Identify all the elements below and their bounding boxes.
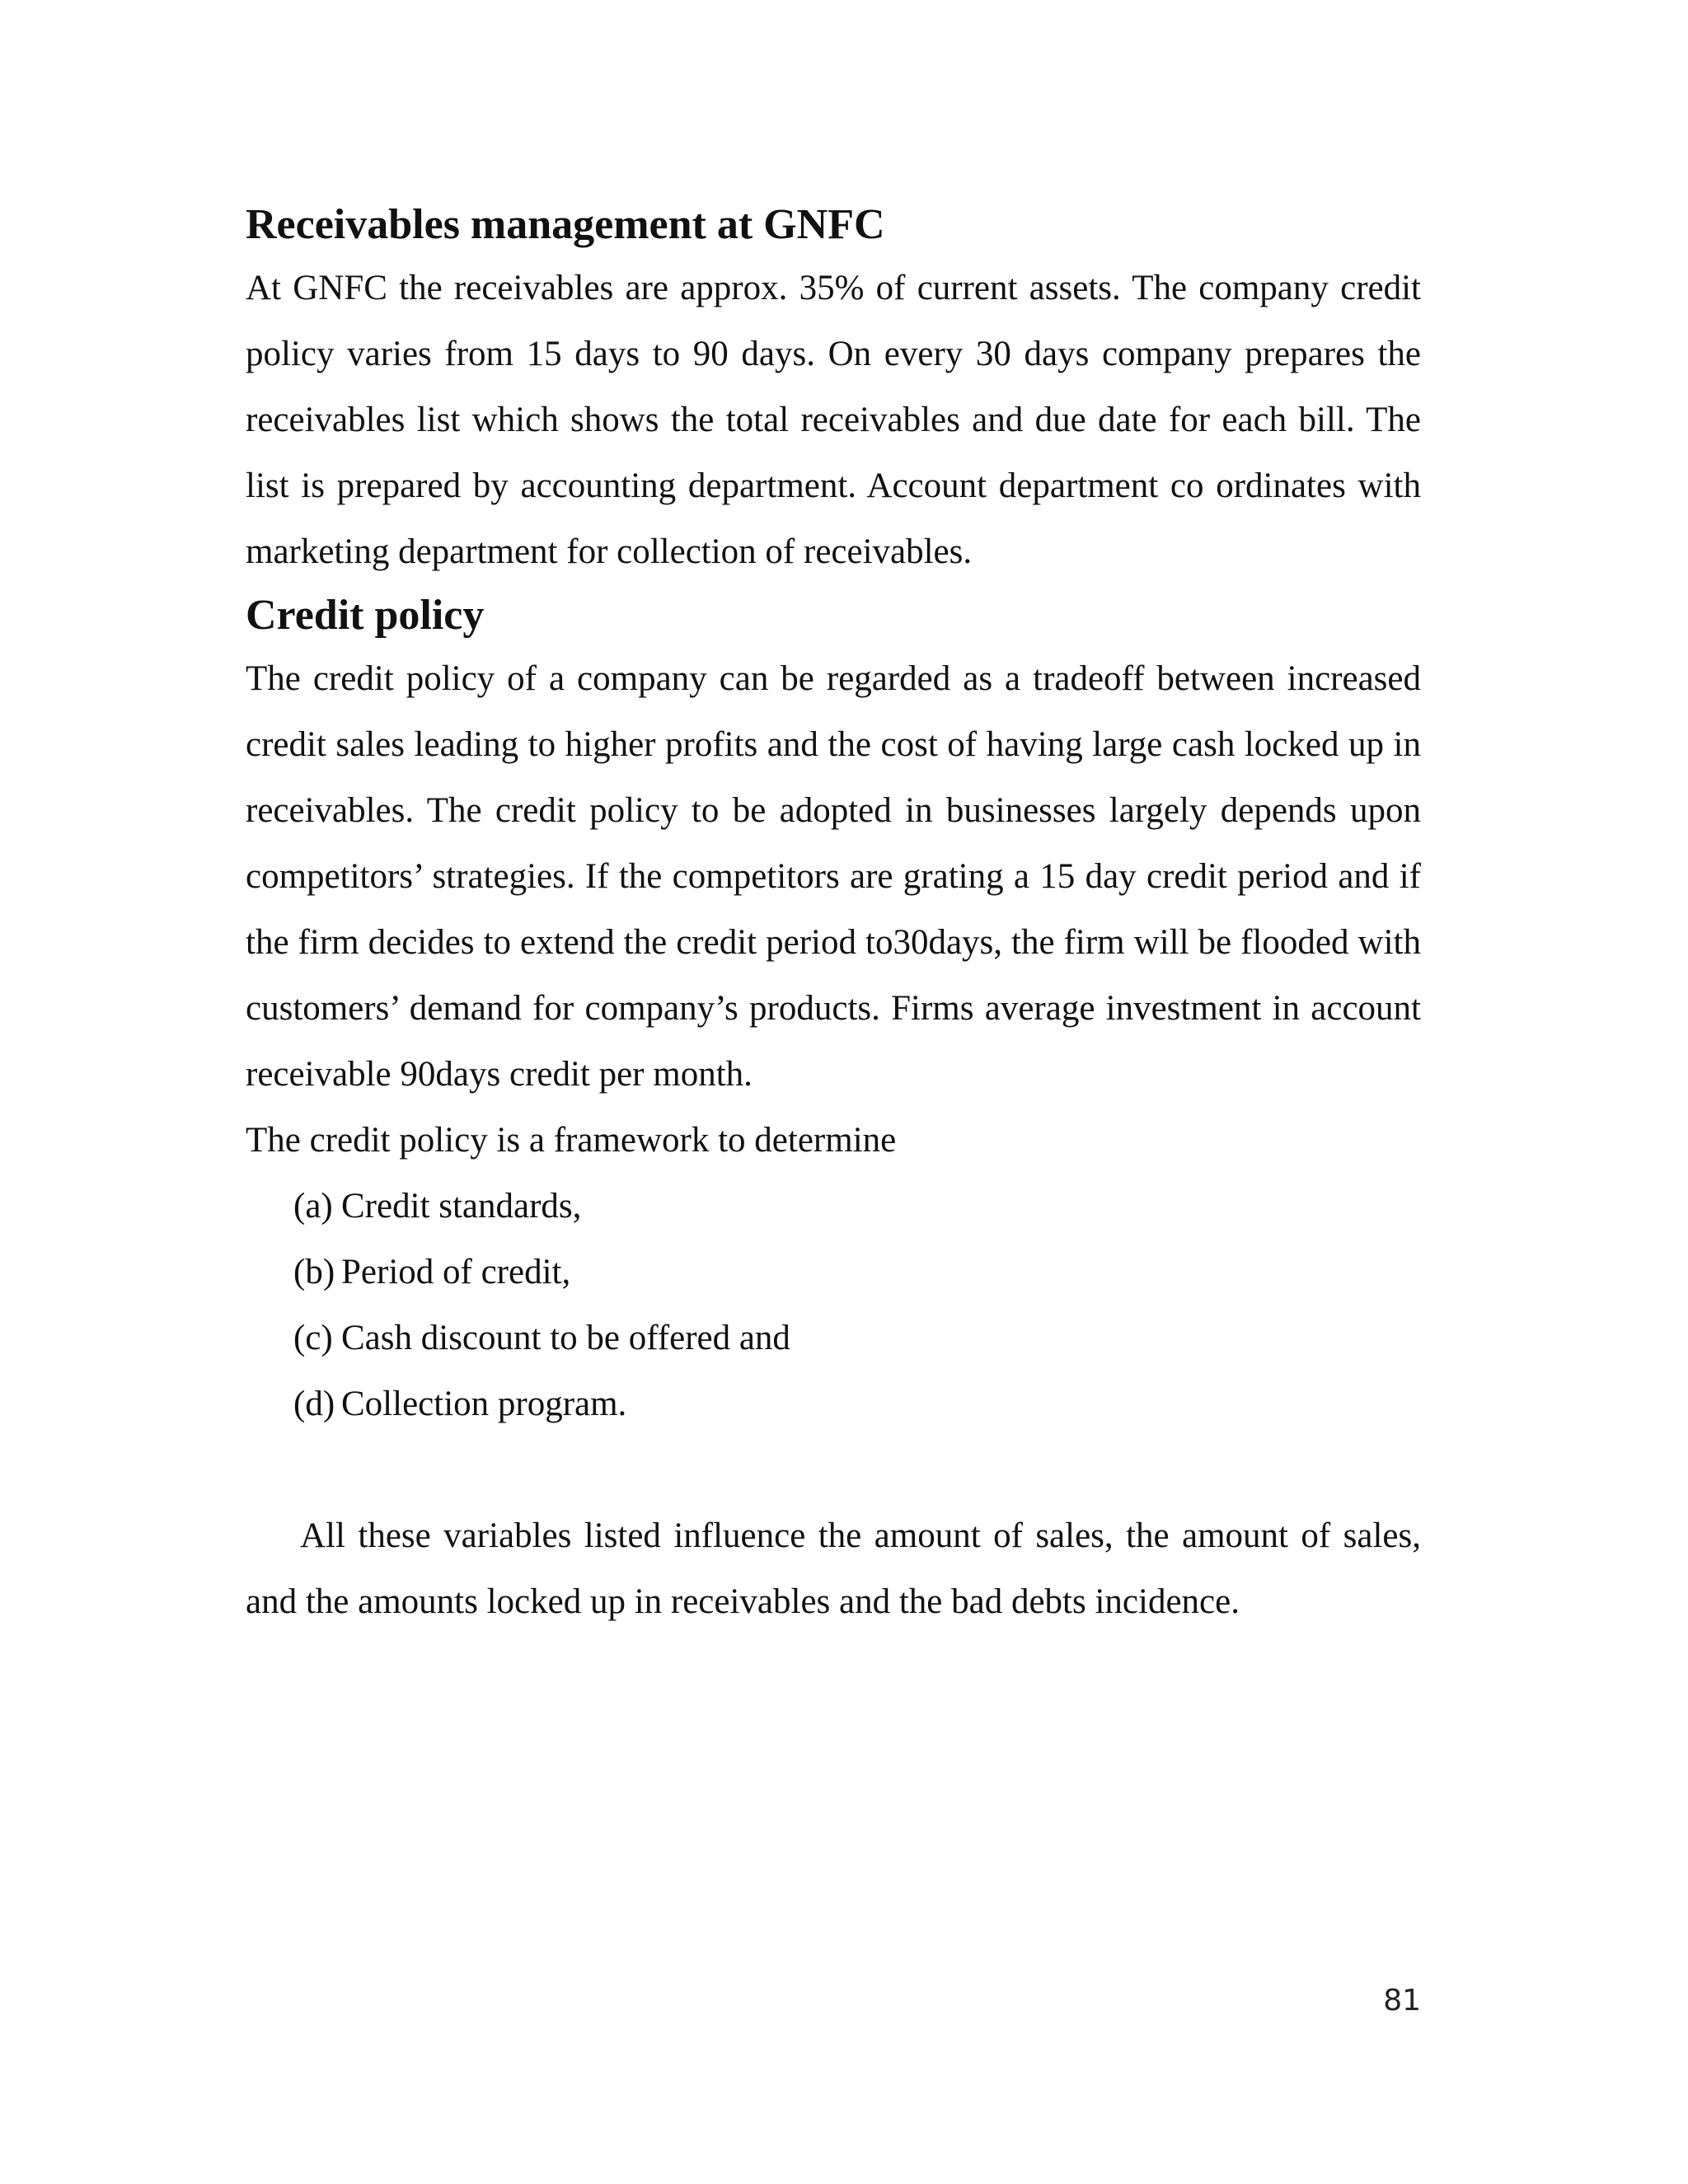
list-marker: (a) (293, 1187, 333, 1226)
list-item (293, 1240, 1421, 1305)
list-marker: (c) (293, 1319, 333, 1357)
list-item-text: Period of credit, (341, 1253, 571, 1291)
list-item-text: Cash discount to be offered and (341, 1319, 790, 1357)
receivables-paragraph: At GNFC the receivables are approx. 35% of current assets. The company credit policy varies from 15 days to 90 days. On every 30 days company prepares the receivables list which shows the total receivables and due date for each bill. The list is prepared by accounting department. Account department co ordinates with marketing department for collection of receivables. (246, 269, 1421, 571)
framework-list (246, 1174, 1421, 1437)
credit-policy-paragraph: The credit policy of a company can be regarded as a tradeoff between increased credit sales leading to higher profits and the cost of having large cash locked up in receivables. The credit policy to be adopted in businesses largely depends upon competitors’ strategies. If the competitors are grating a 15 day credit period and if the firm decides to extend the credit period to30days, the firm will be flooded with customers’ demand for company’s products. Firms average investment in account receivable 90days credit per month. (246, 659, 1421, 1094)
list-item (293, 1305, 1421, 1371)
list-marker: (d) (293, 1385, 335, 1423)
closing-paragraph: All these variables listed influence the amount of sales, the amount of sales, and the amounts locked up in receivables and the bad debts incidence. (246, 1516, 1421, 1621)
paragraph-spacer (246, 1437, 1421, 1503)
section-heading-receivables: Receivables management at GNFC (246, 201, 885, 248)
page-number: 81 (1383, 1984, 1421, 2018)
section-heading-credit-policy: Credit policy (246, 592, 485, 639)
list-marker: (b) (293, 1253, 335, 1291)
list-item-text: Collection program. (341, 1385, 627, 1423)
list-item (293, 1371, 1421, 1437)
list-item (293, 1174, 1421, 1240)
page-content (246, 194, 1421, 1635)
list-item-text: Credit standards, (341, 1187, 582, 1226)
framework-intro: The credit policy is a framework to determine (246, 1121, 897, 1160)
